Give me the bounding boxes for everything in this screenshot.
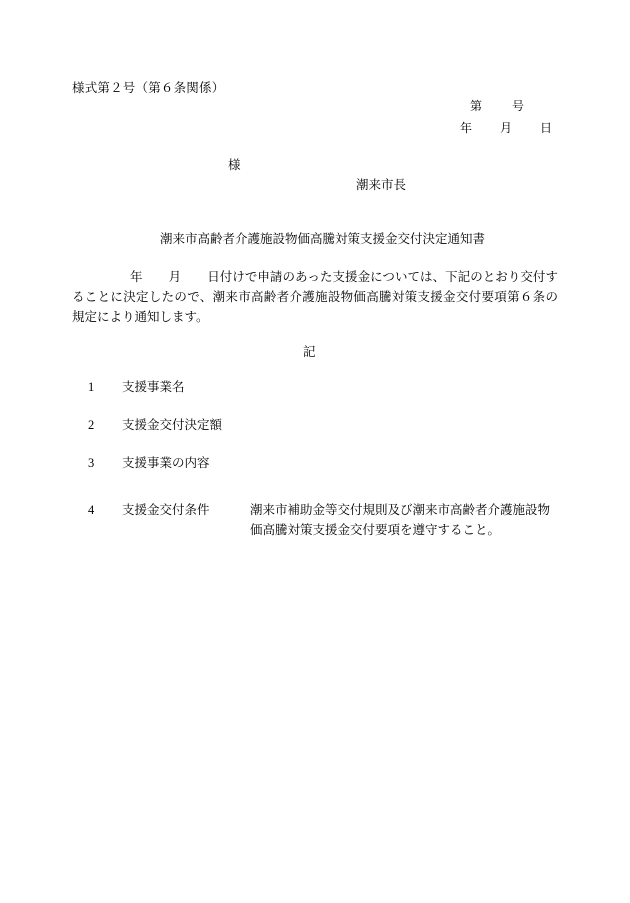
issuer-name: 潮来市長 [356,178,407,192]
document-number-label: 第 [470,99,483,113]
list-item [88,500,210,518]
item-number: 2 [88,418,95,432]
ki-mark: 記 [303,345,316,359]
item-number: 1 [88,380,95,394]
date-day-label: 日 [540,121,553,135]
date-year-label: 年 [460,121,473,135]
item-number: 4 [88,503,95,517]
item-label: 支援金交付条件 [122,503,210,517]
document-number-line [470,97,524,114]
item-number: 3 [88,456,95,470]
body-paragraph [72,267,558,327]
item-label: 支援金交付決定額 [122,418,223,432]
item-label: 支援事業の内容 [122,456,210,470]
body-month-label: 月 [168,270,182,284]
body-year-label: 年 [130,270,143,284]
body-text: 日付けで申請のあった支援金については、下記のとおり交付することに決定したので、潮来市高齢者介護施設物価高騰対策支援金交付要項第６条の規定により通知します。 [72,270,558,324]
date-month-label: 月 [500,121,513,135]
item-value: 潮来市補助金等交付規則及び潮来市高齢者介護施設物価高騰対策支援金交付要項を遵守すること。 [250,503,551,537]
form-number: 様式第２号（第６条関係） [72,81,225,95]
list-item [88,377,185,395]
addressee-line: 様 [228,158,241,172]
document-date-line [460,119,552,136]
document-number-suffix: 号 [512,99,525,113]
item-label: 支援事業名 [122,380,185,394]
document-title: 潮来市高齢者介護施設物価高騰対策支援金交付決定通知書 [160,232,486,246]
list-item [88,453,210,471]
list-item [88,415,222,433]
